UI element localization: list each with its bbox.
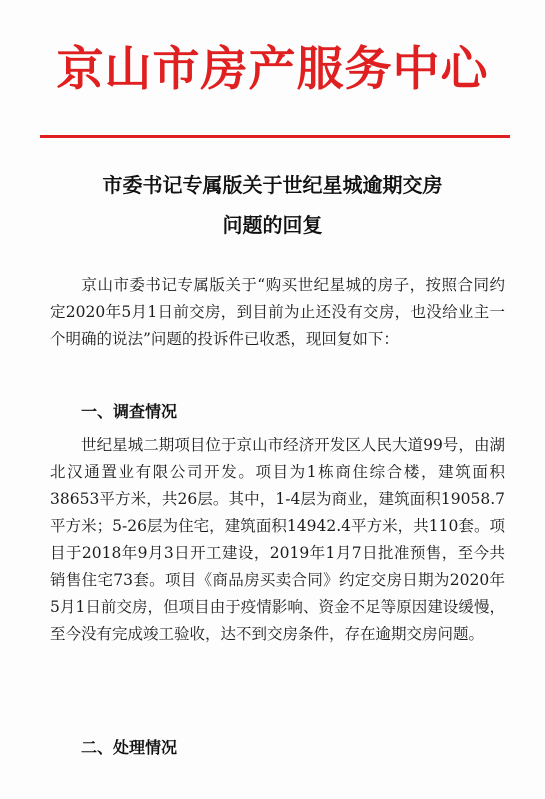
section-heading-handling: 二、处理情况 bbox=[81, 738, 178, 757]
document-title-line-1: 市委书记专属版关于世纪星城逾期交房 bbox=[102, 173, 443, 197]
letterhead-org-name: 京山市房产服务中心 bbox=[56, 42, 489, 97]
investigation-paragraph-text: 世纪星城二期项目位于京山市经济开发区人民大道99号，由湖北汉通置业有限公司开发。项目为1栋商住综合楼，建筑面积38653平方米，共26层。其中，1-4层为商业，建筑面积19058.7平方米；5-26层为住宅，建筑面积14942.4平方米，共110套。项目于2018年9月3日开工建设，2019年1月7日批准预售，至今共销售住宅73套。项目《商品房买卖合同》约定交房日期为2020年5月1日前交房，但项目由于疫情影响、资金不足等原因建设缓慢，至今没有完成竣工验收，达不到交房条件，存在逾期交房问题。 bbox=[50, 436, 505, 643]
intro-paragraph bbox=[50, 272, 505, 353]
letterhead-red-rule bbox=[40, 135, 510, 138]
intro-paragraph-text: 京山市委书记专属版关于“购买世纪星城的房子，按照合同约定2020年5月1日前交房，到目前为止还没有交房，也没给业主一个明确的说法”问题的投诉件已收悉，现回复如下： bbox=[50, 276, 505, 348]
document-title-line-2: 问题的回复 bbox=[222, 213, 323, 237]
section-heading-investigation: 一、调查情况 bbox=[81, 402, 178, 421]
investigation-paragraph bbox=[50, 432, 505, 648]
